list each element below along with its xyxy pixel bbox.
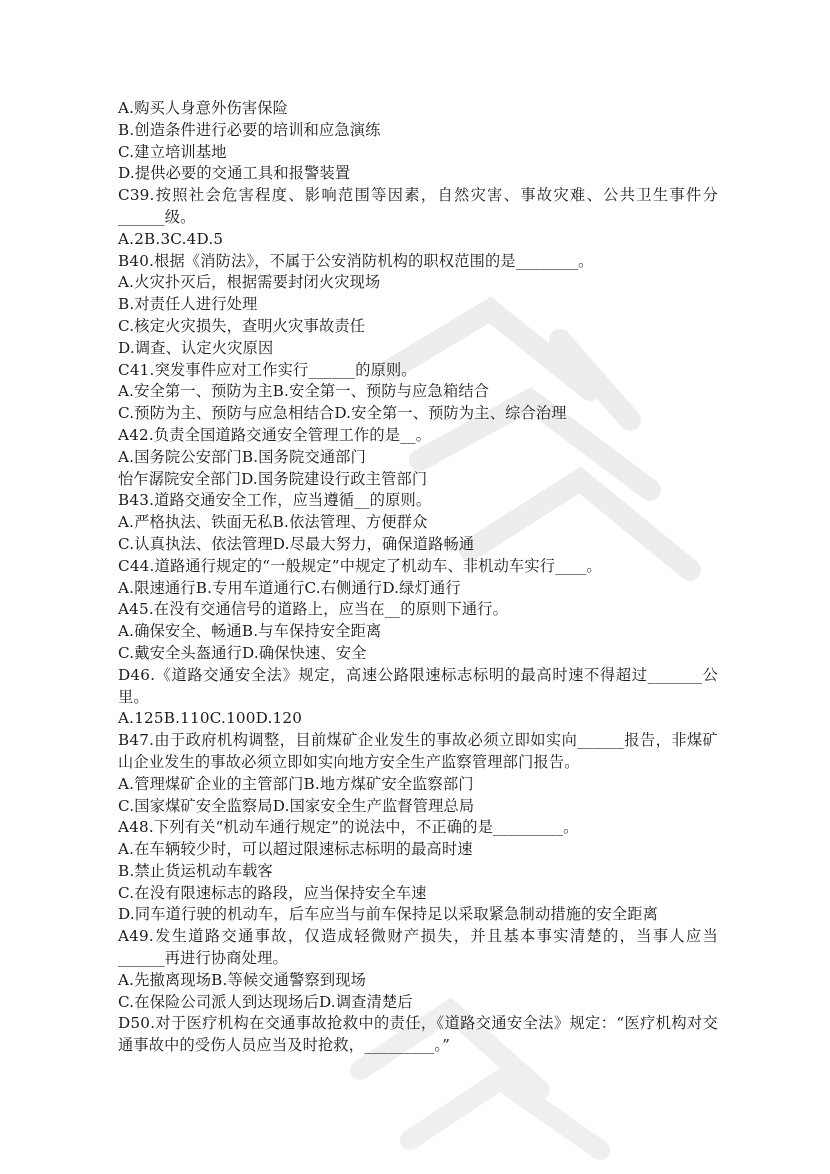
option-line: C.在保险公司派人到达现场后D.调查清楚后	[118, 992, 413, 1011]
option-line: D.提供必要的交通工具和报警装置	[118, 164, 351, 183]
option-line: A.严格执法、铁面无私B.依法管理、方便群众	[118, 513, 428, 532]
option-line: A.管理煤矿企业的主管部门B.地方煤矿安全监察部门	[118, 774, 474, 793]
option-line: D.调查、认定火灾原因	[118, 338, 274, 357]
option-line: A.限速通行B.专用车道通行C.右侧通行D.绿灯通行	[118, 578, 461, 597]
question-40: B40.根据《消防法》，不属于公安消防机构的职权范围的是________。	[118, 251, 594, 270]
option-line: B.对责任人进行处理	[118, 295, 258, 314]
option-line: A.火灾扑灭后，根据需要封闭火灾现场	[118, 273, 381, 292]
option-line: A.安全第一、预防为主B.安全第一、预防与应急箱结合	[118, 382, 490, 401]
question-50: D50.对于医疗机构在交通事故抢救中的责任，《道路交通安全法》规定：“医疗机构对交通事故中的受伤人员应当及时抢救，_________。”	[118, 1014, 718, 1055]
option-line: C.核定火灾损失，查明火灾事故责任	[118, 316, 366, 335]
question-39: C39.按照社会危害程度、影响范围等因素，自然灾害、事故灾难、公共卫生事件分______级。	[118, 186, 718, 226]
question-41: C41.突发事件应对工作实行______的原则。	[118, 360, 417, 379]
option-line: B.创造条件进行必要的培训和应急演练	[118, 120, 381, 139]
option-line: 怡乍潺院安全部门D.国务院建设行政主管部门	[118, 469, 428, 488]
option-line: C.在没有限速标志的路段，应当保持安全车速	[118, 883, 427, 902]
question-42: A42.负责全国道路交通安全管理工作的是__。	[118, 425, 432, 444]
option-line: A.2B.3C.4D.5	[118, 229, 224, 248]
question-48: A48.下列有关“机动车通行规定”的说法中，不正确的是_________。	[118, 818, 579, 837]
option-line: D.同车道行驶的机动车，后车应当与前车保持足以采取紧急制动措施的安全距离	[118, 905, 659, 924]
question-44: C44.道路通行规定的“一般规定”中规定了机动车、非机动车实行____。	[118, 556, 602, 575]
option-line: C.建立培训基地	[118, 142, 227, 161]
option-line: C.国家煤矿安全监察局D.国家安全生产监督管理总局	[118, 796, 475, 815]
option-line: A.在车辆较少时，可以超过限速标志标明的最高时速	[118, 840, 473, 859]
option-line: C.戴安全头盔通行D.确保快速、安全	[118, 643, 367, 662]
question-47: B47.由于政府机构调整，目前煤矿企业发生的事故必须立即如实向______报告，非煤矿山企业发生的事故必须立即如实向地方安全生产监察管理部门报告。	[118, 731, 718, 771]
question-43: B43.道路交通安全工作，应当遵循__的原则。	[118, 491, 432, 510]
option-line: A.国务院公安部门B.国务院交通部门	[118, 447, 367, 466]
question-46: D46.《道路交通安全法》规定，高速公路限速标志标明的最高时速不得超过_______公里。	[118, 665, 718, 706]
option-line: A.确保安全、畅通B.与车保持安全距离	[118, 622, 382, 641]
option-line: C.认真执法、依法管理D.尽最大努力，确保道路畅通	[118, 534, 475, 553]
option-line: A.125B.110C.100D.120	[118, 709, 303, 728]
document-body	[118, 98, 718, 1057]
option-line: A.购买人身意外伤害保险	[118, 99, 289, 117]
option-line: A.先撤离现场B.等候交通警察到现场	[118, 970, 367, 989]
question-49: A49.发生道路交通事故，仅造成轻微财产损失，并且基本事实清楚的，当事人应当______再进行协商处理。	[118, 927, 718, 968]
question-45: A45.在没有交通信号的道路上，应当在__的原则下通行。	[118, 600, 509, 619]
option-line: C.预防为主、预防与应急相结合D.安全第一、预防为主、综合治理	[118, 404, 567, 423]
option-line: B.禁止货运机动车载客	[118, 861, 273, 880]
